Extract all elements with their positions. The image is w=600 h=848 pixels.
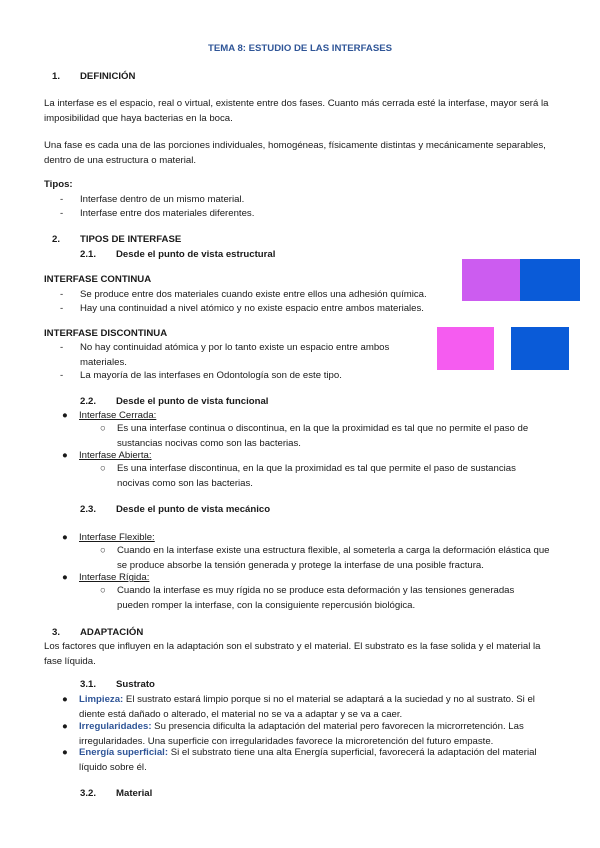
subsection-3-2-heading [80,787,380,802]
list-item: ○ Es una interfase continua o discontinua, en la que la proximidad es tal que no permite el paso de sustancias nocivas como son las bacterias. [100,423,529,449]
list-item: - Interfase dentro de un mismo material. [60,193,460,208]
subsection-number: 2.3. [80,504,97,515]
discontinuous-interface-blue-block [511,327,569,370]
list-item: - La mayoría de las interfases en Odontología son de este tipo. [60,369,420,384]
subsection-title: Desde el punto de vista estructural [116,249,276,260]
circle-marker: ○ [100,423,106,434]
discontinuous-heading: INTERFASE DISCONTINUA [44,328,168,339]
section-number: 2. [52,234,61,245]
dash-marker: - [60,289,64,300]
surface-energy-label: Energía superficial: [79,747,169,758]
dash-marker: - [60,370,64,381]
subsection-number: 3.2. [80,788,97,799]
bullet-marker: ● [62,572,68,583]
list-item: - Interfase entre dos materiales diferentes. [60,207,460,222]
subsection-2-2-heading [80,395,380,410]
subsection-number: 2.1. [80,249,97,260]
list-item: ○ Cuando la interfase es muy rígida no se produce esta deformación y las tensiones generadas pueden romper la interfase, con la consiguiente repercusión biológica. [100,585,515,611]
bullet-marker: ● [62,410,68,421]
adaptation-paragraph: Los factores que influyen en la adaptación son el substrato y el material. El substrato es la fase solida y el material la fase líquida. [44,641,541,667]
irregularities-label: Irregularidades: [79,721,152,732]
section-title: TIPOS DE INTERFASE [80,234,182,245]
section-title: ADAPTACIÓN [80,627,144,638]
continuous-heading: INTERFASE CONTINUA [44,274,152,285]
subsection-title: Sustrato [116,679,155,690]
bullet-marker: ● [62,694,68,705]
section-number: 1. [52,71,61,82]
phase-paragraph: Una fase es cada una de las porciones individuales, homogéneas, físicamente distintas y mecánicamente separables, dentro de una estructura o material. [44,140,546,166]
continuous-interface-violet-block [462,259,520,301]
flexible-interface-label: Interfase Flexible: [79,532,155,543]
list-item: ○ Cuando en la interfase existe una estructura flexible, al someterla a carga la deformación elástica que se produce absorbe la tensión generada y protege la interfase de una posible fractura. [100,545,550,571]
definition-paragraph: La interfase es el espacio, real o virtual, existente entre dos fases. Cuanto más cerrada esté la interfase, mayor será la imposibilidad que haya bacterias en la boca. [44,98,549,124]
subsection-2-1-heading [80,248,380,263]
subsection-number: 3.1. [80,679,97,690]
subsection-title: Material [116,788,153,799]
bullet-marker: ● [62,747,68,758]
dash-marker: - [60,208,64,219]
rigid-interface-label: Interfase Rígida: [79,572,150,583]
discontinuous-interface-magenta-block [437,327,494,370]
continuous-interface-blue-block [520,259,580,301]
circle-marker: ○ [100,585,106,596]
section-number: 3. [52,627,61,638]
list-item: ● Limpieza: El sustrato estará limpio porque si no el material se adaptará a la suciedad y no al sustrato. Si el diente está dañado o alterado, el material no se va a adaptar y se va a caer. [62,694,535,720]
section-1-heading [52,70,352,85]
list-item: ○ Es una interfase discontinua, en la que la proximidad es tal que permite el paso de sustancias nocivas como son las bacterias. [100,463,516,489]
subsection-3-1-heading [80,678,380,693]
bullet-marker: ● [62,721,68,732]
cleanliness-label: Limpieza: [79,694,124,705]
list-item: - Hay una continuidad a nivel atómico y no existe espacio entre ambos materiales. [60,302,480,317]
list-item: ● Irregularidades: Su presencia dificulta la adaptación del material pero favorecen la microrretención. Las irregularidades. Una superficie con irregularidades favorece la microretención del futuro empaste. [62,721,524,747]
section-3-heading [52,626,352,641]
dash-marker: - [60,194,64,205]
bullet-marker: ● [62,450,68,461]
open-interface-label: Interfase Abierta: [79,450,152,461]
dash-marker: - [60,303,64,314]
list-item: - Se produce entre dos materiales cuando existe entre ellos una adhesión química. [60,288,480,303]
types-label: Tipos: [44,179,73,190]
section-2-heading [52,233,352,248]
section-title: DEFINICIÓN [80,71,136,82]
circle-marker: ○ [100,545,106,556]
list-item: ● Energía superficial: Si el substrato tiene una alta Energía superficial, favorecerá la adaptación del material líquido sobre él. [62,747,537,773]
subsection-2-3-heading [80,503,380,518]
bullet-marker: ● [62,532,68,543]
subsection-number: 2.2. [80,396,97,407]
document-title: TEMA 8: ESTUDIO DE LAS INTERFASES [207,43,393,54]
dash-marker: - [60,342,64,353]
circle-marker: ○ [100,463,106,474]
subsection-title: Desde el punto de vista mecánico [116,504,271,515]
closed-interface-label: Interfase Cerrada: [79,410,157,421]
subsection-title: Desde el punto de vista funcional [116,396,269,407]
list-item: - No hay continuidad atómica y por lo tanto existe un espacio entre ambos materiales. [60,342,390,368]
